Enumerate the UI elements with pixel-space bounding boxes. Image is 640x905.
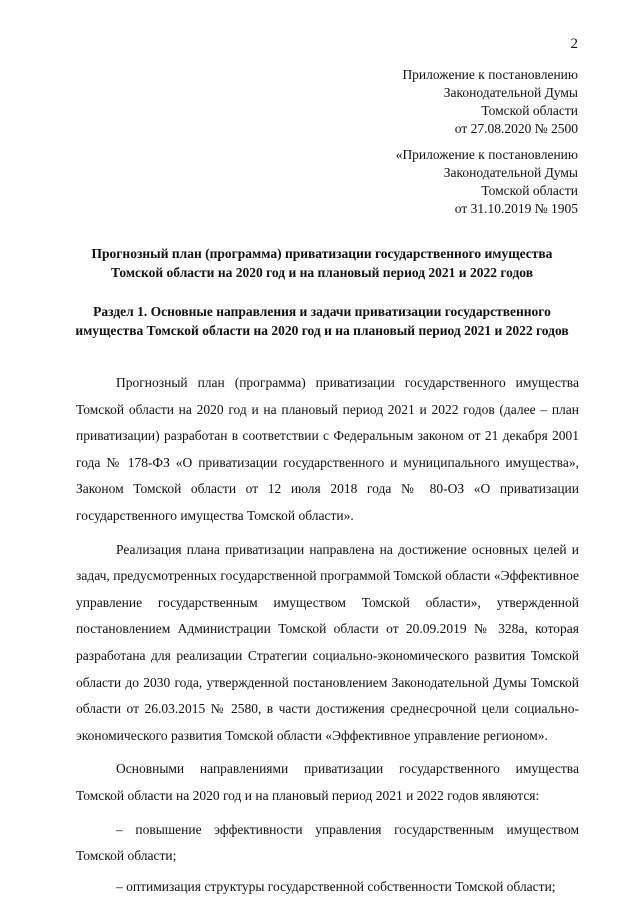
appendix-line: Законодательной Думы [443, 85, 578, 100]
body-paragraph: Реализация плана приватизации направлена на достижение основных целей и задач, предусмотренных государственной программой Томской области «Эффективное управление государственным имуществом Томской области», утвержденной постановлением Администрации Томской области от 20.09.2019 № 328а, которая разработана для реализации Стратегии социально-экономического развития Томской области до 2030 года, утвержденной постановлением Законодательной Думы Томской области от 26.03.2015 № 2580, в части достижения среднесрочной цели социально-экономического развития Томской области «Эффективное управление регионом». [76, 541, 579, 743]
appendix-line: «Приложение к постановлению [395, 147, 578, 162]
appendix-header-previous [396, 146, 578, 218]
list-item: – повышение эффективности управления государственным имуществом Томской области; [76, 821, 579, 864]
appendix-line: Законодательной Думы [443, 165, 578, 180]
body-paragraph: Прогнозный план (программа) приватизации государственного имущества Томской области на 2020 год и на плановый период 2021 и 2022 годов (далее – план приватизации) разработан в соответствии с Федеральным законом от 21 декабря 2001 года № 178-ФЗ «О приватизации государственного и муниципального имущества», Законом Томской области от 12 июля 2018 года № 80-ОЗ «О приватизации государственного имущества Томской области». [76, 375, 579, 523]
appendix-line: Приложение к постановлению [402, 67, 578, 82]
appendix-line: от 27.08.2020 № 2500 [454, 121, 578, 136]
page-number: 2 [570, 36, 578, 52]
body-paragraph: Основными направлениями приватизации государственного имущества Томской области на 2020 год и на плановый период 2021 и 2022 годов являются: [76, 761, 579, 803]
document-body [76, 370, 579, 900]
list-item: – оптимизация структуры государственной собственности Томской области; [116, 878, 556, 894]
appendix-line: Томской области [481, 183, 578, 198]
section-title: Раздел 1. Основные направления и задачи приватизации государственного имущества Томской области на 2020 год и на плановый период 2021 и 2022 годов [75, 304, 569, 338]
appendix-line: Томской области [481, 103, 578, 118]
document-title: Прогнозный план (программа) приватизации государственного имущества Томской области на 2020 год и на плановый период 2021 и 2022 годов [91, 246, 553, 280]
appendix-line: от 31.10.2019 № 1905 [454, 201, 578, 216]
appendix-header-current [402, 66, 578, 138]
